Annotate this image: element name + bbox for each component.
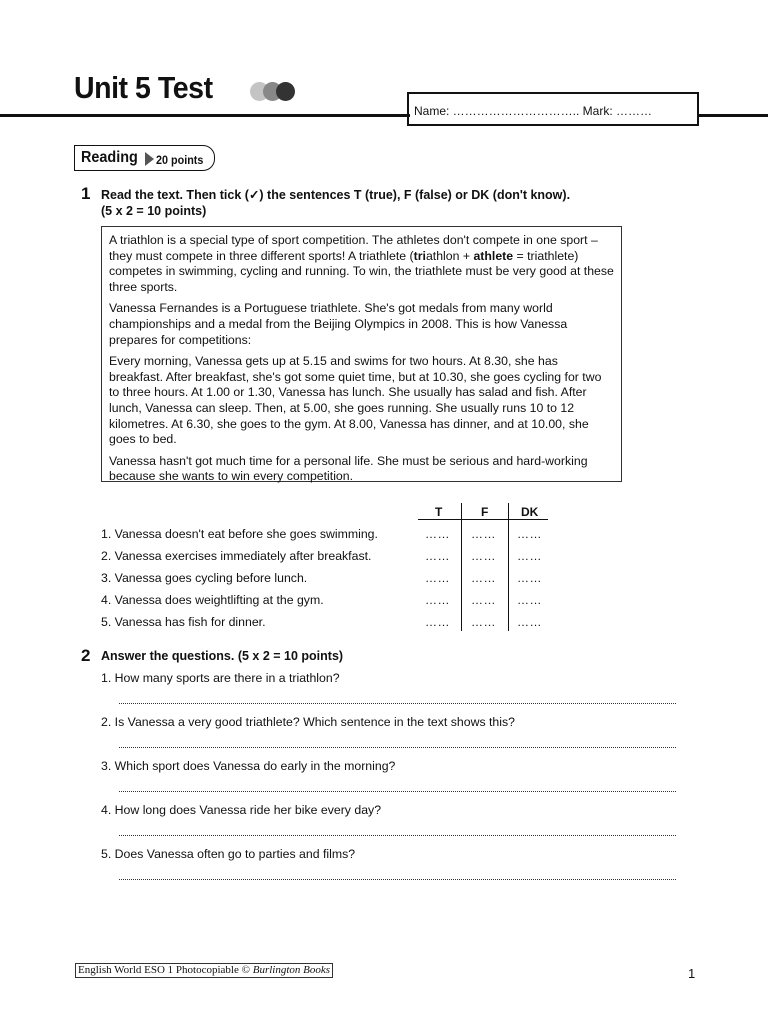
text: = triathlete) competes in swimming, cycling and running. To win, the triathlete must be very good at these three sports. (109, 248, 614, 294)
answer-blank-f[interactable]: …… (471, 615, 496, 629)
column-header-t: T (435, 505, 443, 519)
answer-line[interactable] (119, 746, 676, 748)
table-divider (508, 503, 509, 631)
publisher-logo: Burlington Books (252, 964, 331, 976)
reading-passage (101, 226, 622, 482)
question-instruction: Read the text. Then tick (✓) the sentences T (true), F (false) or DK (don't know). (101, 188, 571, 202)
header-rule (0, 114, 410, 117)
answer-blank-dk[interactable]: …… (517, 615, 542, 629)
answer-blank-t[interactable]: …… (425, 549, 450, 563)
question-number: 1 (81, 184, 91, 203)
answer-blank-f[interactable]: …… (471, 593, 496, 607)
answer-line[interactable] (119, 702, 676, 704)
statement-row-text: 3. Vanessa goes cycling before lunch. (101, 571, 308, 585)
statement-row-text: 5. Vanessa has fish for dinner. (101, 615, 266, 629)
passage-paragraph: Every morning, Vanessa gets up at 5.15 and swims for two hours. At 8.30, she has breakfast. After breakfast, she's got some quiet time, but at 10.30, she goes cycling for two to three hours. At 1.00 or 1.30, Vanessa has lunch. She usually has salad and fish. After lunch, Vanessa can sleep. Then, at 5.00, she goes running. She usually runs 10 to 12 kilometres. At 6.30, she goes to the gym. At 8.00, Vanessa has dinner, and at 10.00, she goes to bed. (109, 354, 602, 447)
table-divider (461, 503, 462, 631)
question-points: (5 x 2 = 10 points) (101, 204, 207, 218)
arrow-icon (145, 152, 154, 166)
answer-blank-f[interactable]: …… (471, 549, 496, 563)
bold-text: athlete (473, 248, 514, 263)
question-text: 5. Does Vanessa often go to parties and films? (101, 847, 356, 861)
question-text: 3. Which sport does Vanessa do early in the morning? (101, 759, 396, 773)
question-text: 2. Is Vanessa a very good triathlete? Which sentence in the text shows this? (101, 715, 515, 729)
table-rule (418, 519, 548, 520)
passage-paragraph: Vanessa Fernandes is a Portuguese triathlete. She's got medals from many world championships and a medal from the Beijing Olympics in 2008. This is how Vanessa prepares for competitions: (109, 301, 568, 347)
question-text: 1. How many sports are there in a triathlon? (101, 671, 340, 685)
text: A triathlon is a special type of sport competition. The athletes don't compete in one sport – they must compete in three different sports! A triathlete ( (109, 233, 598, 263)
page-number: 1 (688, 966, 696, 981)
answer-blank-t[interactable]: …… (425, 571, 450, 585)
bold-text: tri (413, 248, 426, 263)
answer-blank-dk[interactable]: …… (517, 527, 542, 541)
question-text: 4. How long does Vanessa ride her bike every day? (101, 803, 382, 817)
section-points: 20 points (156, 153, 204, 167)
question-instruction: Answer the questions. (5 x 2 = 10 points) (101, 649, 344, 663)
answer-blank-t[interactable]: …… (425, 615, 450, 629)
column-header-dk: DK (521, 505, 539, 519)
passage-paragraph: Vanessa hasn't got much time for a personal life. She must be serious and hard-working because she wants to win every competition. (109, 453, 588, 484)
answer-line[interactable] (119, 834, 676, 836)
answer-blank-dk[interactable]: …… (517, 549, 542, 563)
footer-copyright (75, 963, 333, 978)
answer-blank-f[interactable]: …… (471, 571, 496, 585)
header-rule (698, 114, 768, 117)
statement-row-text: 1. Vanessa doesn't eat before she goes swimming. (101, 527, 378, 541)
answer-blank-dk[interactable]: …… (517, 593, 542, 607)
passage-paragraph (109, 233, 615, 295)
column-header-f: F (481, 505, 489, 519)
answer-blank-t[interactable]: …… (425, 593, 450, 607)
answer-blank-dk[interactable]: …… (517, 571, 542, 585)
page-title: Unit 5 Test (74, 70, 213, 105)
section-badge (74, 145, 215, 171)
statement-row-text: 4. Vanessa does weightlifting at the gym. (101, 593, 324, 607)
footer-text: English World ESO 1 Photocopiable © (78, 964, 253, 976)
section-label: Reading (81, 149, 138, 166)
statement-row-text: 2. Vanessa exercises immediately after breakfast. (101, 549, 372, 563)
answer-blank-f[interactable]: …… (471, 527, 496, 541)
text: athlon + (425, 248, 474, 263)
answer-blank-t[interactable]: …… (425, 527, 450, 541)
name-mark-field[interactable]: Name: ………………………….. Mark: ……… (407, 92, 699, 126)
answer-line[interactable] (119, 878, 676, 880)
question-number: 2 (81, 646, 91, 665)
answer-line[interactable] (119, 790, 676, 792)
